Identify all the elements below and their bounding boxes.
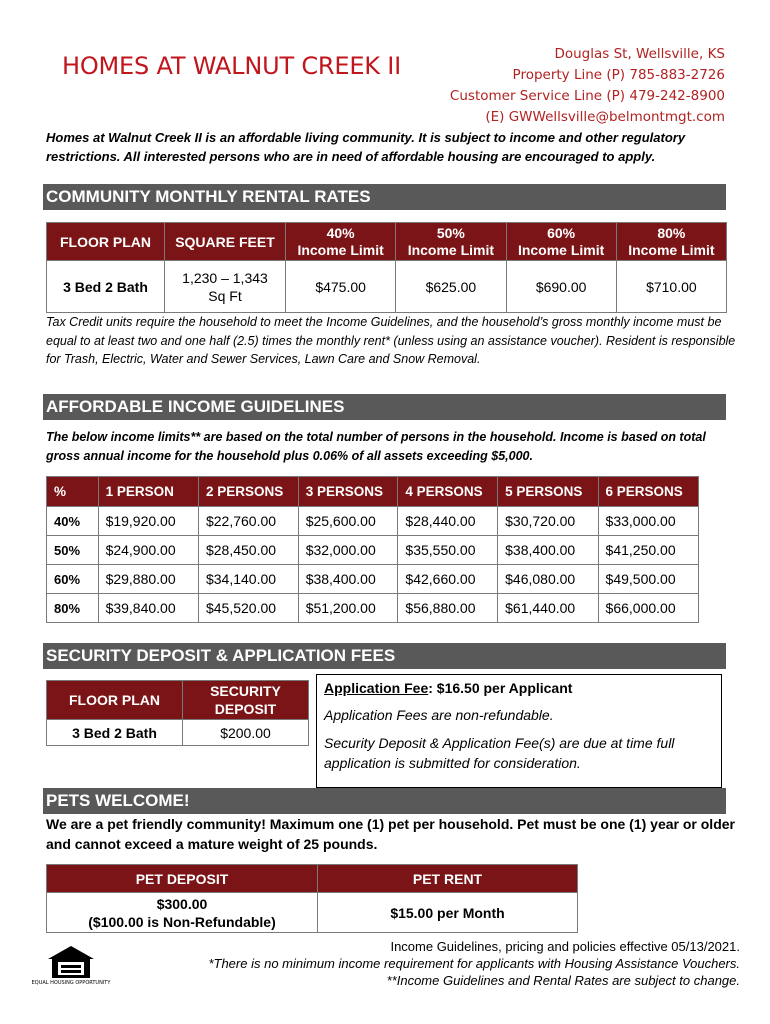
floor-plan-value: 3 Bed 2 Bath bbox=[47, 261, 165, 313]
effective-date-note: Income Guidelines, pricing and policies effective 05/13/2021. bbox=[390, 939, 740, 954]
deposit-value: $200.00 bbox=[183, 720, 309, 746]
income-percent: 60% bbox=[47, 565, 99, 594]
income-limit-value: $35,550.00 bbox=[398, 536, 498, 565]
rent-80: $710.00 bbox=[616, 261, 726, 313]
contact-block bbox=[450, 44, 725, 128]
fee-due-note: Security Deposit & Application Fee(s) are due at time full application is submitted for consideration. bbox=[324, 735, 675, 771]
income-table-header bbox=[47, 477, 699, 507]
income-limit-value: $34,140.00 bbox=[198, 565, 298, 594]
income-limit-value: $38,400.00 bbox=[498, 536, 598, 565]
income-limit-value: $25,600.00 bbox=[298, 507, 398, 536]
page-title: HOMES AT WALNUT CREEK II bbox=[62, 52, 402, 80]
income-guidelines-table bbox=[46, 476, 699, 623]
application-fee: Application Fee: $16.50 per Applicant bbox=[324, 680, 573, 696]
deposit-section-header: SECURITY DEPOSIT & APPLICATION FEES bbox=[43, 643, 726, 669]
income-limit-value: $41,250.00 bbox=[598, 536, 698, 565]
income-limit-value: $39,840.00 bbox=[98, 594, 198, 623]
income-limit-value: $32,000.00 bbox=[298, 536, 398, 565]
fee-non-refundable-note: Application Fees are non-refundable. bbox=[324, 707, 554, 723]
income-limit-value: $42,660.00 bbox=[398, 565, 498, 594]
pet-deposit-value: $300.00 ($100.00 is Non-Refundable) bbox=[47, 893, 318, 933]
income-limit-value: $19,920.00 bbox=[98, 507, 198, 536]
table-row bbox=[47, 261, 727, 313]
income-percent: 50% bbox=[47, 536, 99, 565]
pets-section-header: PETS WELCOME! bbox=[43, 788, 726, 814]
rental-section-header: COMMUNITY MONTHLY RENTAL RATES bbox=[43, 184, 726, 210]
income-limit-value: $22,760.00 bbox=[198, 507, 298, 536]
col-60: 60% Income Limit bbox=[506, 223, 616, 261]
income-limit-value: $56,880.00 bbox=[398, 594, 498, 623]
rental-rates-table bbox=[46, 222, 727, 313]
pet-fees-table bbox=[46, 864, 578, 933]
rent-40: $475.00 bbox=[286, 261, 396, 313]
col-security-deposit: SECURITY DEPOSIT bbox=[183, 681, 309, 720]
table-row bbox=[47, 536, 699, 565]
square-feet-value: 1,230 – 1,343 Sq Ft bbox=[165, 261, 286, 313]
income-col-header: 3 PERSONS bbox=[298, 477, 398, 507]
security-deposit-table bbox=[46, 680, 309, 746]
income-limit-value: $28,450.00 bbox=[198, 536, 298, 565]
table-row bbox=[47, 893, 578, 933]
income-limit-value: $46,080.00 bbox=[498, 565, 598, 594]
income-limit-value: $28,440.00 bbox=[398, 507, 498, 536]
intro-text: Homes at Walnut Creek II is an affordable living community. It is subject to income and other regulatory restrictions. All interested persons who are in need of affordable housing are encouraged to apply. bbox=[46, 130, 686, 164]
col-pet-deposit: PET DEPOSIT bbox=[47, 865, 318, 893]
table-row bbox=[47, 565, 699, 594]
income-section-header: AFFORDABLE INCOME GUIDELINES bbox=[43, 394, 726, 420]
col-square-feet: SQUARE FEET bbox=[165, 223, 286, 261]
address: Douglas St, Wellsville, KS bbox=[554, 46, 725, 62]
income-limit-value: $49,500.00 bbox=[598, 565, 698, 594]
eho-text: EQUAL HOUSING OPPORTUNITY bbox=[31, 980, 111, 986]
income-col-header: % bbox=[47, 477, 99, 507]
income-limit-value: $38,400.00 bbox=[298, 565, 398, 594]
rent-60: $690.00 bbox=[506, 261, 616, 313]
property-line: Property Line (P) 785-883-2726 bbox=[512, 67, 725, 83]
floor-plan-value: 3 Bed 2 Bath bbox=[47, 720, 183, 746]
table-row bbox=[47, 720, 309, 746]
col-40: 40% Income Limit bbox=[286, 223, 396, 261]
rent-50: $625.00 bbox=[396, 261, 506, 313]
table-row bbox=[47, 594, 699, 623]
voucher-note: *There is no minimum income requirement for applicants with Housing Assistance Vouchers. bbox=[208, 956, 740, 971]
income-percent: 80% bbox=[47, 594, 99, 623]
table-row bbox=[47, 507, 699, 536]
col-50: 50% Income Limit bbox=[396, 223, 506, 261]
income-col-header: 5 PERSONS bbox=[498, 477, 598, 507]
income-limit-value: $29,880.00 bbox=[98, 565, 198, 594]
income-col-header: 1 PERSON bbox=[98, 477, 198, 507]
income-limit-value: $30,720.00 bbox=[498, 507, 598, 536]
footer bbox=[208, 938, 740, 989]
income-limit-value: $45,520.00 bbox=[198, 594, 298, 623]
col-floor-plan: FLOOR PLAN bbox=[47, 223, 165, 261]
income-col-header: 2 PERSONS bbox=[198, 477, 298, 507]
income-limit-value: $33,000.00 bbox=[598, 507, 698, 536]
income-col-header: 6 PERSONS bbox=[598, 477, 698, 507]
pets-intro: We are a pet friendly community! Maximum one (1) pet per household. Pet must be one (1) year or older and cannot exceed a mature weight of 25 pounds. bbox=[46, 816, 735, 852]
income-percent: 40% bbox=[47, 507, 99, 536]
application-fee-box bbox=[316, 674, 722, 788]
col-floor-plan: FLOOR PLAN bbox=[47, 681, 183, 720]
income-col-header: 4 PERSONS bbox=[398, 477, 498, 507]
income-limit-value: $51,200.00 bbox=[298, 594, 398, 623]
col-pet-rent: PET RENT bbox=[318, 865, 578, 893]
income-intro: The below income limits** are based on the total number of persons in the household. Income is based on total gross annual income for the household plus 0.06% of all assets exceeding $5,000. bbox=[46, 430, 706, 463]
income-limit-value: $61,440.00 bbox=[498, 594, 598, 623]
email[interactable]: (E) GWWellsville@belmontmgt.com bbox=[485, 109, 725, 125]
customer-service-line: Customer Service Line (P) 479-242-8900 bbox=[449, 88, 725, 104]
income-limit-value: $66,000.00 bbox=[598, 594, 698, 623]
tax-credit-note: Tax Credit units require the household to meet the Income Guidelines, and the household’s gross monthly income must be equal to at least two and one half (2.5) times the monthly rent* (unless using an assistance voucher). Resident is responsible for Trash, Electric, Water and Sewer Services, Lawn Care and Snow Removal. bbox=[46, 315, 736, 366]
subject-to-change-note: **Income Guidelines and Rental Rates are subject to change. bbox=[386, 973, 740, 988]
equal-housing-icon bbox=[31, 944, 111, 990]
income-limit-value: $24,900.00 bbox=[98, 536, 198, 565]
pet-rent-value: $15.00 per Month bbox=[318, 893, 578, 933]
col-80: 80% Income Limit bbox=[616, 223, 726, 261]
